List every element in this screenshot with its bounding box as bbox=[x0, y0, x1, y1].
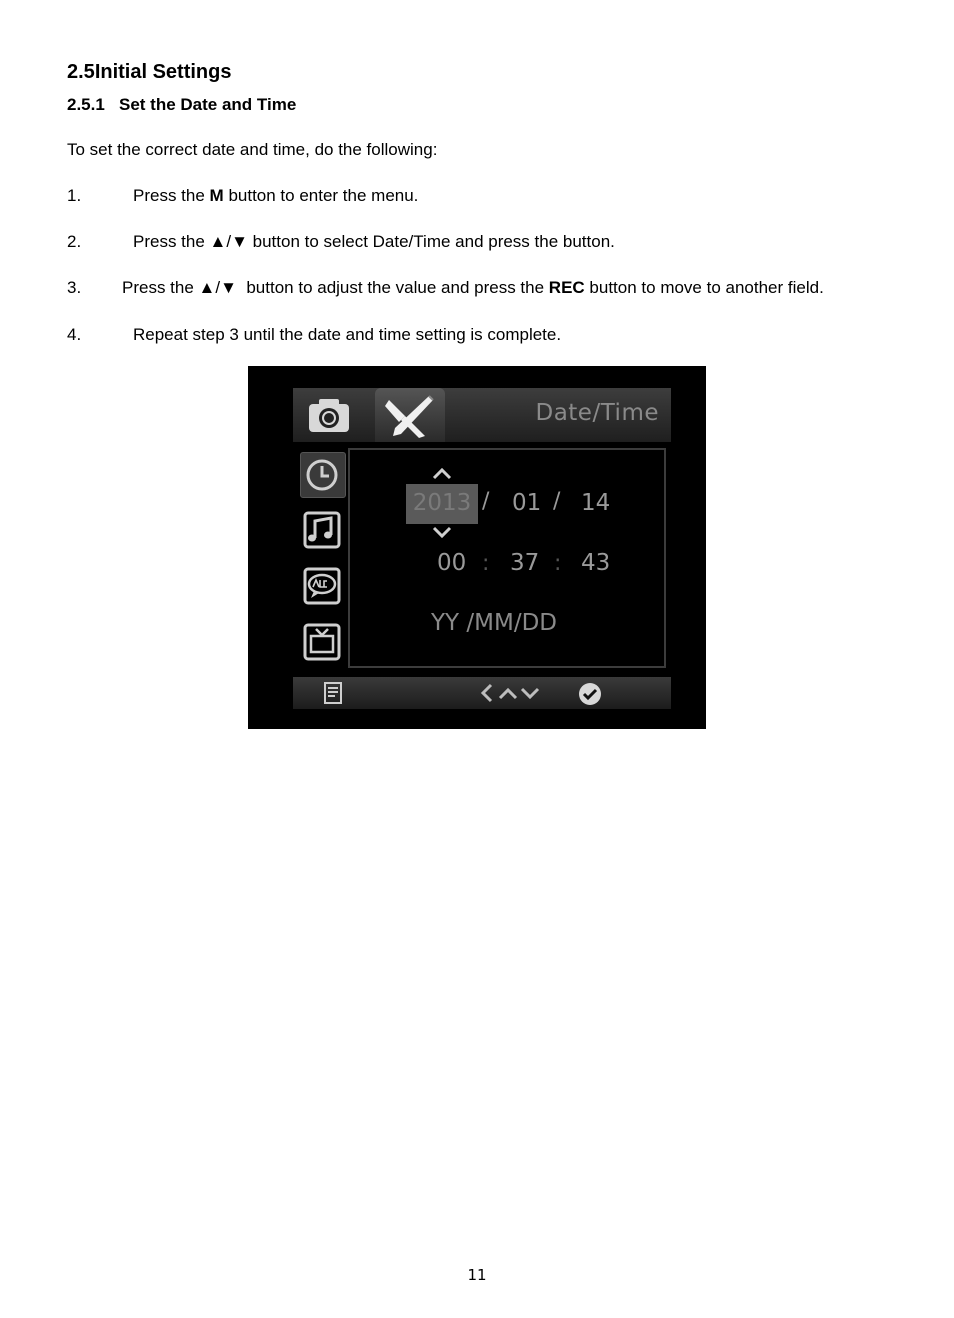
back-icon bbox=[479, 682, 495, 704]
hour-value: 00 bbox=[437, 550, 467, 576]
time-separator: : bbox=[554, 551, 562, 576]
camera-icon bbox=[293, 388, 373, 442]
camera-screen-image bbox=[248, 366, 706, 729]
day-value: 14 bbox=[581, 490, 611, 516]
step-number: 2. bbox=[67, 232, 82, 251]
month-value: 01 bbox=[512, 490, 542, 516]
down-arrow-icon bbox=[431, 526, 453, 545]
clock-icon bbox=[300, 452, 346, 498]
screen-title: Date/Time bbox=[535, 400, 659, 426]
confirm-icon bbox=[577, 681, 603, 707]
date-separator: / bbox=[482, 489, 490, 514]
section-number: 2.5 bbox=[67, 61, 95, 83]
section-title: Initial Settings bbox=[94, 61, 232, 83]
language-icon bbox=[300, 564, 344, 608]
section-heading bbox=[67, 61, 232, 84]
date-separator: / bbox=[553, 489, 561, 514]
step-number: 1. bbox=[67, 186, 82, 205]
step-text: Press the ▲/▼ button to adjust the value and press the REC button to move to another field. bbox=[122, 278, 824, 297]
intro-text: To set the correct date and time, do the following: bbox=[67, 140, 438, 159]
page-number: 11 bbox=[467, 1266, 487, 1284]
step-text: Press the ▲/▼ button to select Date/Time and press the button. bbox=[133, 232, 615, 251]
step-number: 3. bbox=[67, 278, 82, 297]
screen-top-bar bbox=[293, 388, 671, 442]
step-text: Press the M button to enter the menu. bbox=[133, 186, 419, 205]
up-arrow-icon bbox=[431, 466, 453, 485]
tv-icon bbox=[300, 620, 344, 664]
down-icon bbox=[519, 685, 541, 701]
music-icon bbox=[300, 508, 344, 552]
step-text: Repeat step 3 until the date and time setting is complete. bbox=[133, 325, 562, 344]
date-format-label: YY /MM/DD bbox=[431, 610, 558, 636]
subsection-heading bbox=[67, 95, 296, 115]
step-number: 4. bbox=[67, 325, 82, 344]
menu-icon bbox=[321, 681, 347, 705]
subsection-number: 2.5.1 bbox=[67, 95, 105, 114]
year-value: 2013 bbox=[412, 490, 472, 516]
minute-value: 37 bbox=[510, 550, 540, 576]
year-field-selected bbox=[406, 484, 478, 524]
second-value: 43 bbox=[581, 550, 611, 576]
subsection-title: Set the Date and Time bbox=[118, 95, 297, 114]
screen-bottom-bar bbox=[293, 677, 671, 709]
time-separator: : bbox=[482, 551, 490, 576]
up-icon bbox=[497, 685, 519, 701]
tools-icon bbox=[375, 388, 445, 442]
